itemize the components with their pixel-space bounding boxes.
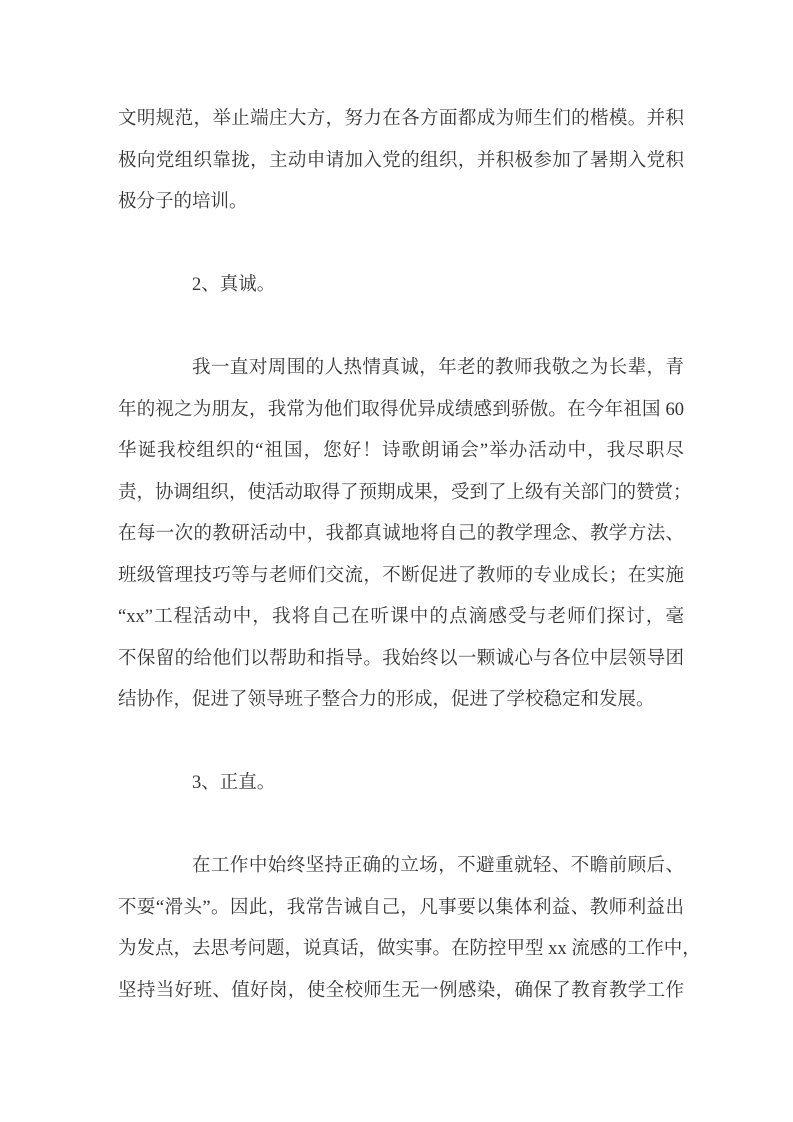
text-line: 3、正直。 [192,773,276,793]
text-line: 不耍“滑头”。因此，我常告诫自己，凡事要以集体利益、教师利益出 [118,897,684,918]
text-line: 在每一次的教研活动中，我都真诚地将自己的教学理念、教学方法、 [118,524,684,544]
text-line: 2、真诚。 [192,275,276,295]
paragraph [118,348,692,722]
section-heading [118,265,684,307]
text-line: 华诞我校组织的“祖国，您好！诗歌朗诵会”举办活动中，我尽职尽 [118,441,684,461]
text-line: “xx”工程活动中，我将自己在听课中的点滴感受与老师们探讨，毫 [118,607,684,627]
text-line: 不保留的给他们以帮助和指导。我始终以一颗诚心与各位中层领导团 [118,648,684,669]
section-heading [118,763,684,805]
text-line: 班级管理技巧等与老师们交流，不断促进了教师的专业成长；在实施 [118,565,684,586]
text-line: 极分子的培训。 [118,192,248,212]
paragraph [118,846,701,1012]
text-line: 坚持当好班、值好岗，使全校师生无一例感染，确保了教育教学工作 [118,980,684,1001]
text-line: 文明规范，举止端庄大方，努力在各方面都成为师生们的楷模。并积 [118,109,684,129]
text-line: 我一直对周围的人热情真诚，年老的教师我敬之为长辈，青 [192,358,684,378]
paragraph [118,99,684,224]
text-line: 责，协调组织，使活动取得了预期成果，受到了上级有关部门的赞赏； [118,482,692,503]
text-column [118,99,701,1012]
text-line: 结协作，促进了领导班子整合力的形成，促进了学校稳定和发展。 [118,690,655,710]
text-line: 为发点，去思考问题，说真话，做实事。在防控甲型 xx 流感的工作中， [118,939,701,959]
text-line: 在工作中始终坚持正确的立场，不避重就轻、不瞻前顾后、 [192,856,684,876]
text-line: 极向党组织靠拢，主动申请加入党的组织，并积极参加了暑期入党积 [118,150,684,171]
text-line: 年的视之为朋友，我常为他们取得优异成绩感到骄傲。在今年祖国 60 [118,399,684,420]
